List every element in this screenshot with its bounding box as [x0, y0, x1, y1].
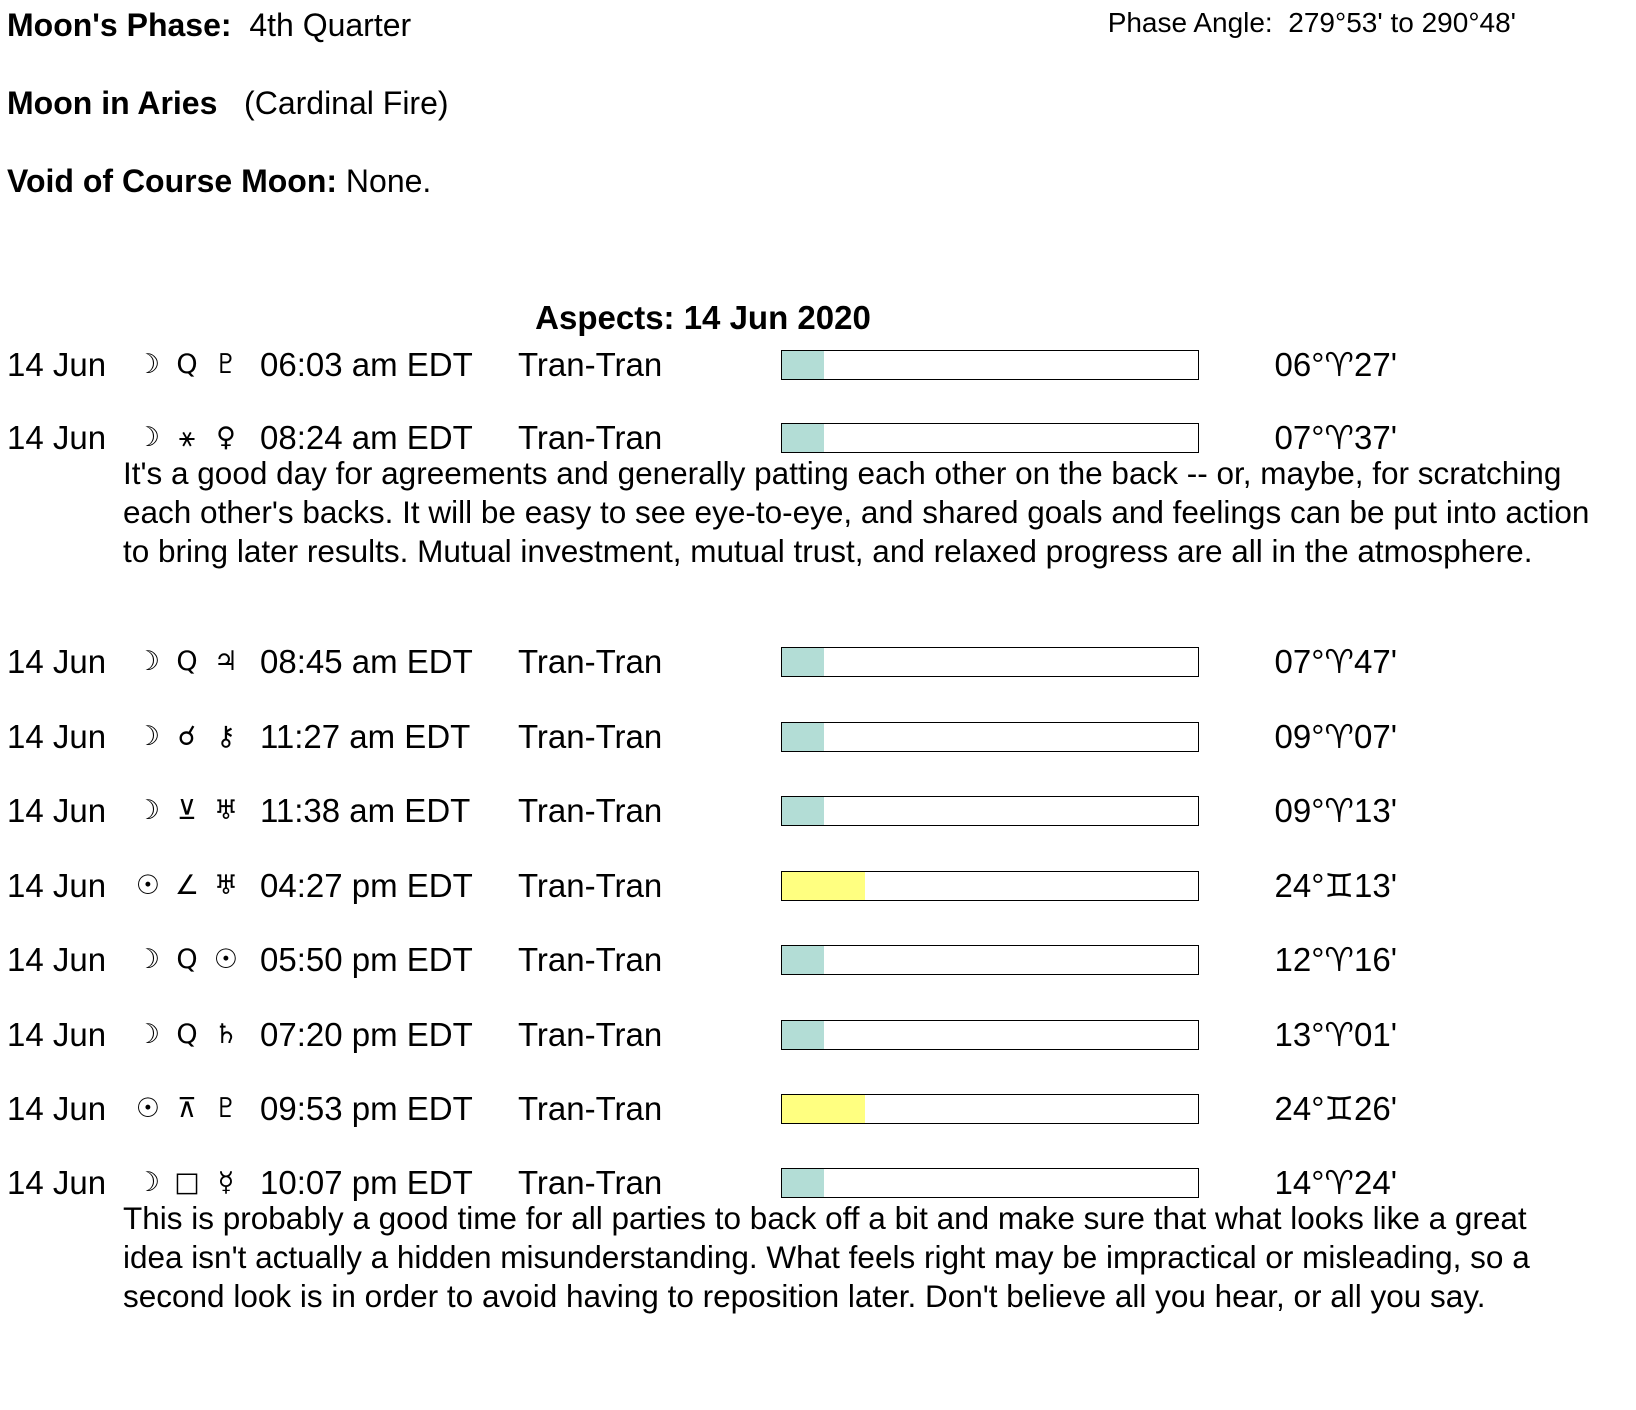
aspect-row: [0, 791, 1636, 831]
aspect-glyph-icon: □: [174, 1167, 200, 1198]
planet-2-glyph-icon: ♅: [213, 795, 239, 826]
planet-2-glyph-icon: ♇: [213, 349, 239, 380]
aspect-position: 09°♈07': [1274, 718, 1397, 755]
aspect-position: 14°♈24': [1274, 1164, 1397, 1201]
planet-1-glyph-icon: ☽: [135, 721, 161, 752]
aspect-date: 14 Jun: [7, 867, 107, 904]
phase-angle: [1108, 6, 1516, 40]
aspect-glyph-icon: Q: [176, 646, 198, 677]
aspect-date: 14 Jun: [7, 718, 107, 755]
aspect-date: 14 Jun: [7, 941, 107, 978]
planet-1-glyph-icon: ☽: [135, 349, 161, 380]
aspect-date: 14 Jun: [7, 419, 107, 456]
planet-1-glyph-icon: ☉: [135, 870, 161, 901]
aspects-title: Aspects: 14 Jun 2020: [535, 299, 871, 336]
strength-bar: [781, 423, 1199, 453]
aspect-time: 08:24 am EDT: [260, 419, 473, 456]
aspect-row: [0, 940, 1636, 980]
strength-bar: [781, 945, 1199, 975]
planet-1-glyph-icon: ☽: [135, 1167, 161, 1198]
aspect-row: [0, 345, 1636, 385]
aspect-position: 24°♊26': [1274, 1090, 1397, 1127]
planet-1-glyph-icon: ☽: [135, 1019, 161, 1050]
strength-bar-fill: [782, 648, 824, 676]
aspect-time: 09:53 pm EDT: [260, 1090, 473, 1127]
strength-bar: [781, 1094, 1199, 1124]
aspect-position: 06°♈27': [1274, 346, 1397, 383]
aspect-position: 09°♈13': [1274, 792, 1397, 829]
planet-2-glyph-icon: ♃: [213, 646, 239, 677]
void-of-course-line: [7, 162, 431, 200]
aspect-description: This is probably a good time for all parties to back off a bit and make sure that what looks like a great idea isn't actually a hidden misunderstanding. What feels right may be impractical or misleading, so a second look is in order to avoid having to reposition later. Don't believe all you hear, or all you say.: [123, 1200, 1530, 1314]
aspect-type: Tran-Tran: [518, 792, 663, 829]
aspect-date: 14 Jun: [7, 1090, 107, 1127]
aspect-glyph-icon: ⊼: [177, 1093, 197, 1124]
strength-bar-fill: [782, 424, 824, 452]
planet-2-glyph-icon: ⚷: [216, 721, 236, 752]
aspect-glyph-icon: ⚹: [178, 422, 196, 453]
aspect-glyph-icon: Q: [176, 944, 198, 975]
strength-bar: [781, 722, 1199, 752]
aspect-position: 13°♈01': [1274, 1016, 1397, 1053]
void-of-course-label: Void of Course Moon:: [7, 163, 338, 199]
moon-phase-line: [7, 6, 411, 44]
strength-bar-fill: [782, 1021, 824, 1049]
planet-2-glyph-icon: ☉: [213, 944, 239, 975]
planet-1-glyph-icon: ☽: [135, 646, 161, 677]
strength-bar: [781, 796, 1199, 826]
strength-bar-fill: [782, 351, 824, 379]
aspect-type: Tran-Tran: [518, 419, 663, 456]
moon-sign-value: (Cardinal Fire): [244, 85, 449, 121]
aspect-date: 14 Jun: [7, 792, 107, 829]
aspect-row: [0, 866, 1636, 906]
strength-bar: [781, 350, 1199, 380]
phase-angle-value: 279°53' to 290°48': [1288, 7, 1516, 38]
planet-1-glyph-icon: ☽: [135, 944, 161, 975]
aspect-date: 14 Jun: [7, 1016, 107, 1053]
planet-2-glyph-icon: ☿: [217, 1167, 235, 1198]
aspect-glyph-icon: ⊻: [177, 795, 197, 826]
phase-angle-label: Phase Angle:: [1107, 7, 1273, 38]
planet-2-glyph-icon: ♇: [213, 1093, 239, 1124]
aspect-glyph-icon: Q: [176, 1019, 198, 1050]
aspect-row: [0, 642, 1636, 682]
aspect-time: 08:45 am EDT: [260, 643, 473, 680]
aspect-time: 11:38 am EDT: [260, 792, 471, 829]
aspect-row: [0, 1163, 1636, 1203]
aspect-glyph-icon: ∠: [174, 870, 200, 901]
aspect-time: 04:27 pm EDT: [260, 867, 473, 904]
moon-phase-label: Moon's Phase:: [7, 7, 232, 43]
aspect-time: 11:27 am EDT: [260, 718, 471, 755]
strength-bar: [781, 1168, 1199, 1198]
aspect-time: 10:07 pm EDT: [260, 1164, 473, 1201]
aspect-glyph-icon: ☌: [177, 721, 197, 752]
strength-bar: [781, 1020, 1199, 1050]
strength-bar-fill: [782, 1095, 865, 1123]
void-of-course-value: None.: [345, 163, 432, 199]
strength-bar: [781, 647, 1199, 677]
aspect-row: [0, 1015, 1636, 1055]
planet-1-glyph-icon: ☽: [135, 795, 161, 826]
aspect-position: 24°♊13': [1274, 867, 1397, 904]
aspect-type: Tran-Tran: [518, 941, 663, 978]
aspect-row: [0, 717, 1636, 757]
aspect-time: 06:03 am EDT: [260, 346, 473, 383]
planet-1-glyph-icon: ☉: [135, 1093, 161, 1124]
strength-bar-fill: [782, 946, 824, 974]
moon-sign-line: [7, 84, 449, 122]
aspect-type: Tran-Tran: [518, 718, 663, 755]
aspect-glyph-icon: Q: [176, 349, 198, 380]
aspect-date: 14 Jun: [7, 1164, 107, 1201]
strength-bar-fill: [782, 1169, 824, 1197]
aspect-row: [0, 1089, 1636, 1129]
aspect-type: Tran-Tran: [518, 346, 663, 383]
strength-bar: [781, 871, 1199, 901]
moon-phase-value: 4th Quarter: [249, 7, 412, 43]
moon-sign-label: Moon in Aries: [7, 85, 218, 121]
strength-bar-fill: [782, 723, 824, 751]
aspect-position: 07°♈47': [1274, 643, 1397, 680]
aspect-position: 12°♈16': [1274, 941, 1397, 978]
aspect-type: Tran-Tran: [518, 1090, 663, 1127]
aspect-time: 07:20 pm EDT: [260, 1016, 473, 1053]
aspect-type: Tran-Tran: [518, 643, 663, 680]
aspect-type: Tran-Tran: [518, 1164, 663, 1201]
aspect-time: 05:50 pm EDT: [260, 941, 473, 978]
strength-bar-fill: [782, 797, 824, 825]
aspect-type: Tran-Tran: [518, 867, 663, 904]
planet-2-glyph-icon: ♄: [213, 1019, 239, 1050]
planet-1-glyph-icon: ☽: [135, 422, 161, 453]
aspect-date: 14 Jun: [7, 346, 107, 383]
aspect-position: 07°♈37': [1274, 419, 1397, 456]
aspect-row: [0, 418, 1636, 458]
planet-2-glyph-icon: ♅: [213, 870, 239, 901]
aspect-description: It's a good day for agreements and generally patting each other on the back -- or, maybe, for scratching each other's backs. It will be easy to see eye-to-eye, and shared goals and feelings can be put into action to bring later results. Mutual investment, mutual trust, and relaxed progress are all in the atmosphere.: [123, 455, 1590, 569]
planet-2-glyph-icon: ♀: [216, 422, 236, 453]
strength-bar-fill: [782, 872, 865, 900]
aspect-type: Tran-Tran: [518, 1016, 663, 1053]
aspect-date: 14 Jun: [7, 643, 107, 680]
